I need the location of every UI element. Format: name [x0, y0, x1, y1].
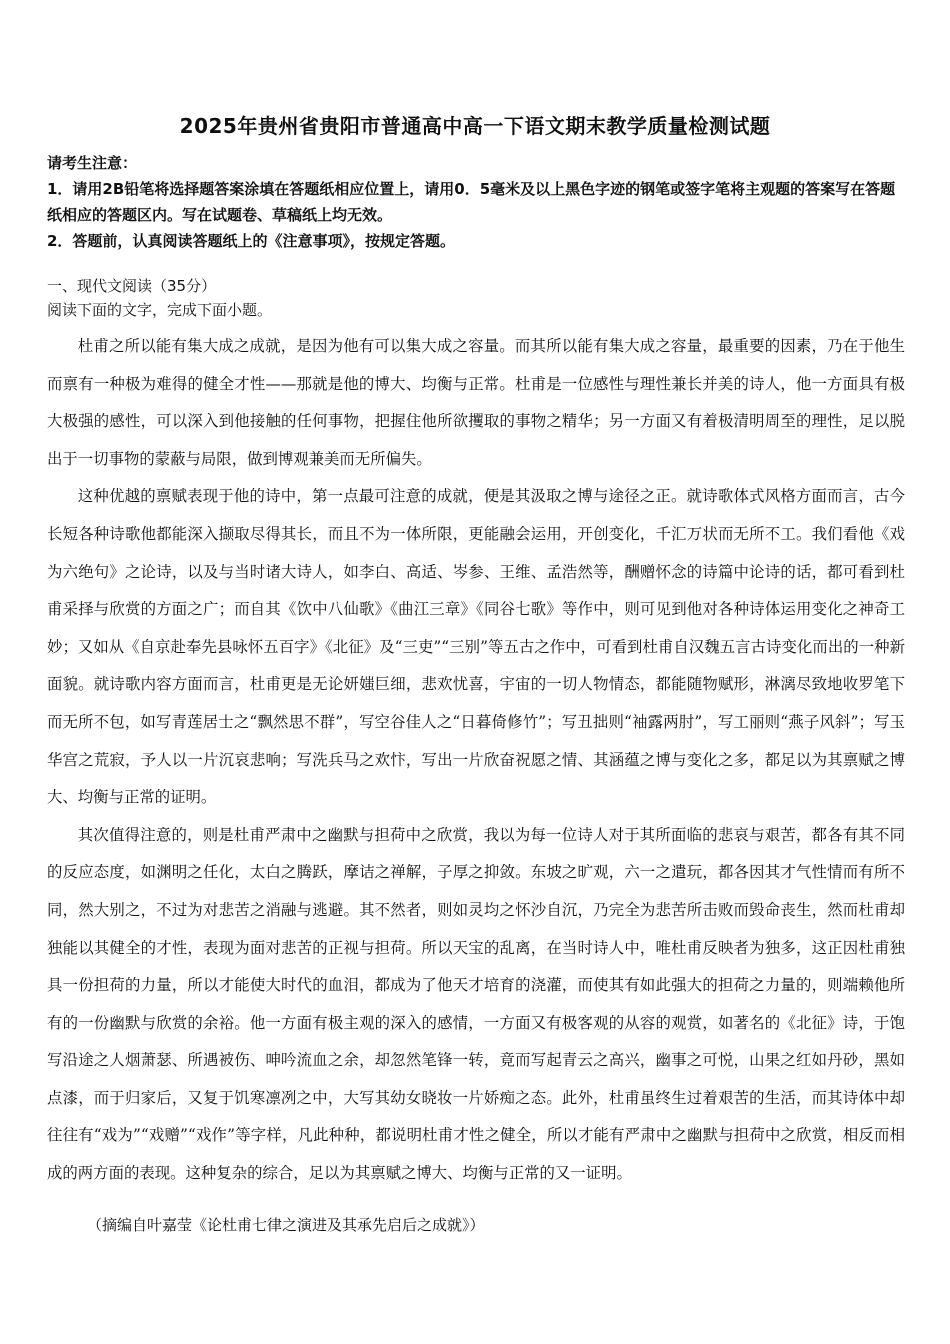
section-instruction: 阅读下面的文字，完成下面小题。	[47, 301, 273, 319]
passage-source: （摘编自叶嘉莹《论杜甫七律之演进及其承先启后之成就》）	[87, 1216, 485, 1234]
exam-notice	[47, 150, 907, 254]
notice-heading: 请考生注意：	[47, 154, 138, 172]
passage-paragraph: 杜甫之所以能有集大成之成就，是因为他有可以集大成之容量。而其所以能有集大成之容量，最重要的因素，乃在于他生而禀有一种极为难得的健全才性——那就是他的博大、均衡与正常。杜甫是一位感性与理性兼长并美的诗人，他一方面具有极大极强的感性，可以深入到他接触的任何事物，把握住他所欲攫取的事物之精华；另一方面又有着极清明周至的理性，足以脱出于一切事物的蒙蔽与局限，做到博观兼美而无所偏失。	[47, 337, 905, 468]
passage-paragraph: 其次值得注意的，则是杜甫严肃中之幽默与担荷中之欣赏，我以为每一位诗人对于其所面临的悲哀与艰苦，都各有其不同的反应态度，如渊明之任化，太白之腾跃，摩诘之禅解，子厚之抑敛。东坡之旷观，六一之遣玩，都各因其才气性情而有所不同，然大别之，不过为对悲苦之消融与逃避。其不然者，则如灵均之怀沙自沉，乃完全为悲苦所击败而毁命丧生，然而杜甫却独能以其健全的才性，表现为面对悲苦的正视与担荷。所以天宝的乱离，在当时诗人中，唯杜甫反映者为独多，这正因杜甫独具一份担荷的力量，所以才能使大时代的血泪，都成为了他天才培育的浇灌，而使其有如此强大的担荷之力量的，则端赖他所有的一份幽默与欣赏的余裕。他一方面有极主观的深入的感情，一方面又有极客观的从容的观赏，如著名的《北征》诗，于饱写沿途之人烟萧瑟、所遇被伤、呻吟流血之余，却忽然笔锋一转，竟而写起青云之高兴，幽事之可悦，山果之红如丹砂，黑如点漆，而于归家后，又复于饥寒凛冽之中，大写其幼女晓妆一片娇痴之态。此外，杜甫虽终生过着艰苦的生活，而其诗体中却往往有“戏为”“戏赠”“戏作”等字样，凡此种种，都说明杜甫才性之健全，所以才能有严肃中之幽默与担荷中之欣赏，相反而相成的两方面的表现。这种复杂的综合，足以为其禀赋之博大、均衡与正常的又一证明。	[47, 825, 905, 1183]
passage-paragraph: 这种优越的禀赋表现于他的诗中，第一点最可注意的成就，便是其汲取之博与途径之正。就诗歌体式风格方面而言，古今长短各种诗歌他都能深入撷取尽得其长，而且不为一体所限，更能融会运用，开创变化，千汇万状而无所不工。我们看他《戏为六绝句》之论诗，以及与当时诸大诗人，如李白、高适、岑参、王维、孟浩然等，酬赠怀念的诗篇中论诗的话，都可看到杜甫采择与欣赏的方面之广；而自其《饮中八仙歌》《曲江三章》《同谷七歌》等作中，则可见到他对各种诗体运用变化之神奇工妙；又如从《自京赴奉先县咏怀五百字》《北征》及“三吏”“三别”等五古之作中，可看到杜甫自汉魏五言古诗变化而出的一种新面貌。就诗歌内容方面而言，杜甫更是无论妍媸巨细，悲欢忧喜，宇宙的一切人物情态，都能随物赋形，淋漓尽致地收罗笔下而无所不包，如写青莲居士之“飘然思不群”，写空谷佳人之“日暮倚修竹”；写丑拙则“袖露两肘”，写工丽则“燕子风斜”；写玉华宫之荒寂，予人以一片沉哀悲响；写洗兵马之欢忭，写出一片欣奋祝愿之情、其涵蕴之博与变化之多，都足以为其禀赋之博大、均衡与正常的证明。	[47, 487, 905, 807]
page-title: 2025年贵州省贵阳市普通高中高一下语文期末教学质量检测试题	[179, 114, 771, 138]
reading-passage	[47, 328, 905, 1193]
notice-item: 1．请用2B铅笔将选择题答案涂填在答题纸相应位置上，请用0．5毫米及以上黑色字迹的钢笔或签字笔将主观题的答案写在答题纸相应的答题区内。写在试题卷、草稿纸上均无效。	[47, 180, 896, 224]
notice-item: 2．答题前，认真阅读答题纸上的《注意事项》，按规定答题。	[47, 232, 455, 250]
section-heading: 一、现代文阅读（35分）	[47, 277, 217, 295]
